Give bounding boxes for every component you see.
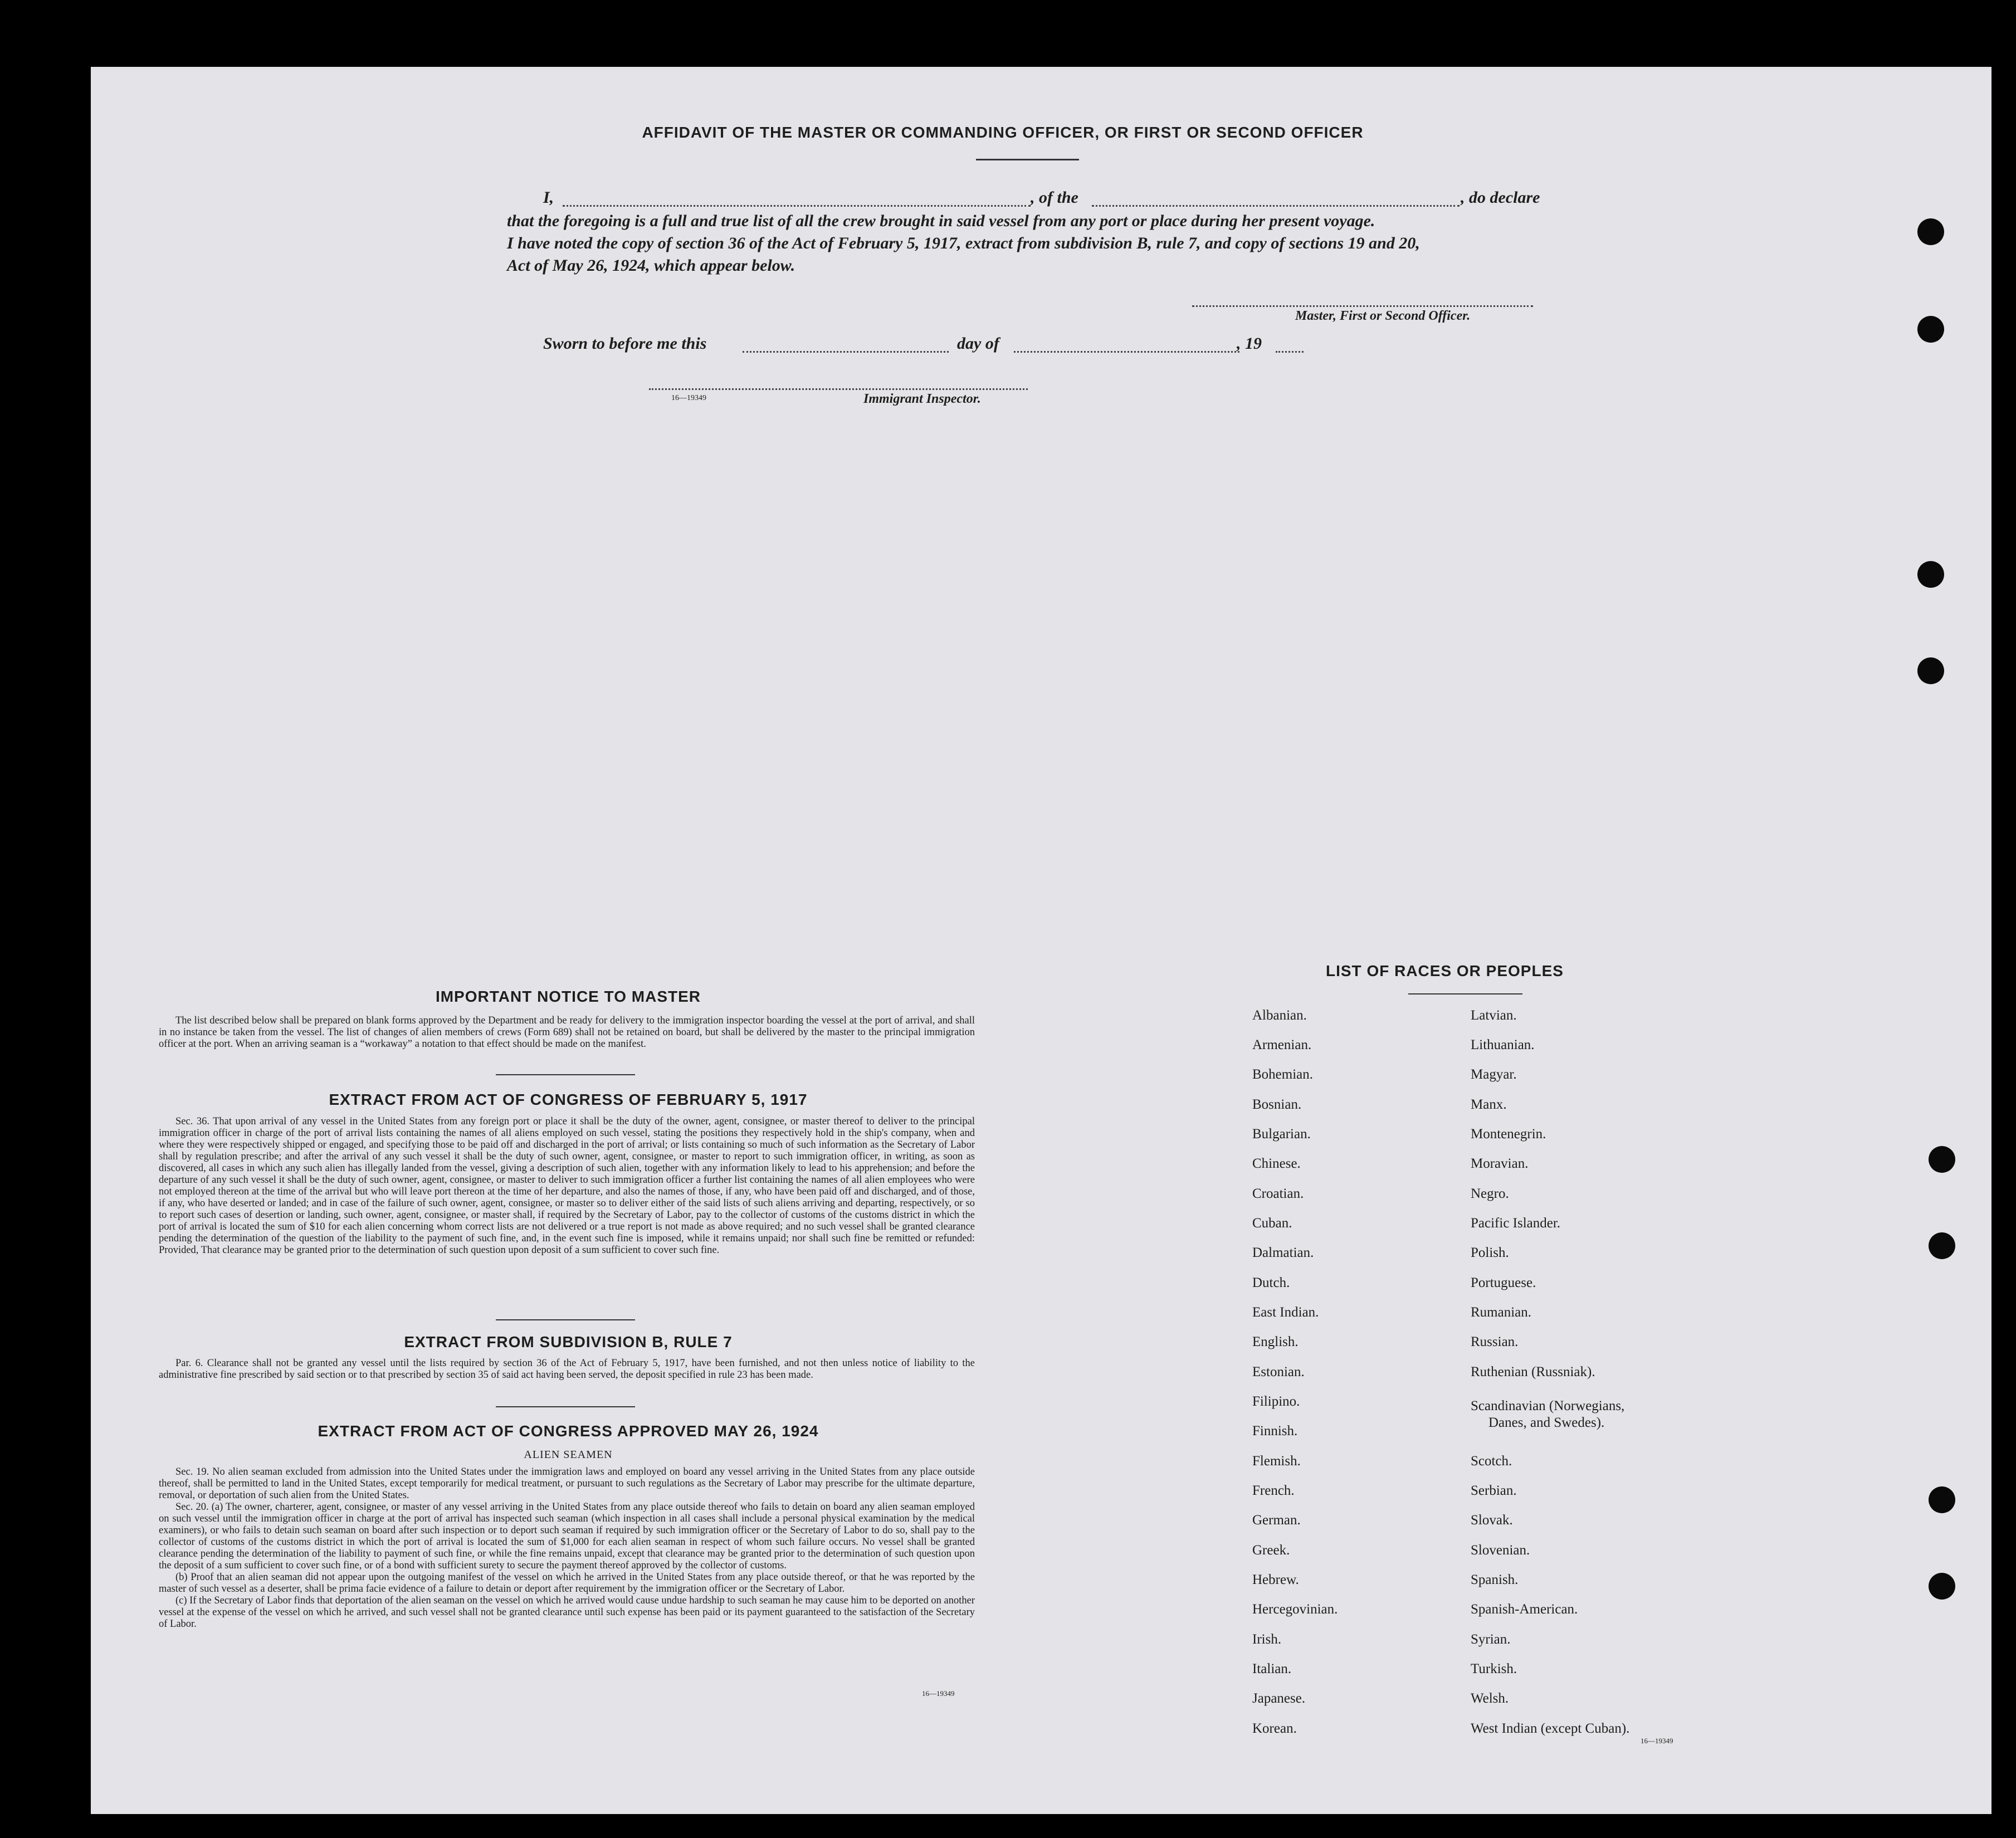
declaration-i: I, <box>543 188 554 207</box>
race-item: Danes, and Swedes). <box>1488 1415 1605 1430</box>
inspector-signature-line <box>649 388 1028 390</box>
sec-20c-paragraph: (c) If the Secretary of Labor finds that deportation of the alien seaman on the vessel on which he arrived would cause undue hardship to such seaman he may cause him to be deported on another vessel at the expense of the vessel on which he arrived, and such vessel shall not be granted clearance until such expense has been paid or its payment guaranteed to the satisfaction of the Secretary of Labor. <box>159 1595 975 1630</box>
sworn-month-blank <box>1014 351 1239 353</box>
signature-label: Master, First or Second Officer. <box>1295 309 1471 323</box>
form-number: 16—19349 <box>671 394 706 402</box>
race-item: Chinese. <box>1252 1156 1301 1171</box>
alien-seamen-subtitle: ALIEN SEAMEN <box>524 1449 613 1461</box>
extract-rule7-title: EXTRACT FROM SUBDIVISION B, RULE 7 <box>404 1333 733 1351</box>
race-item: Bulgarian. <box>1252 1127 1311 1142</box>
divider <box>496 1319 635 1320</box>
race-item: East Indian. <box>1252 1305 1319 1320</box>
extract-rule7-text: Par. 6. Clearance shall not be granted any vessel until the lists required by section 36 of the Act of February 5, 1917, have been furnished, and not then unless notice of liability to the administrative fine prescribed by said section or to that prescribed by section 35 of said act having been served, the deposit specified in rule 23 has been made. <box>159 1358 975 1381</box>
race-item: Bosnian. <box>1252 1097 1302 1112</box>
punch-hole <box>1917 561 1944 588</box>
race-item: Dalmatian. <box>1252 1245 1314 1260</box>
of-the-text: , of the <box>1031 188 1078 207</box>
race-item: English. <box>1252 1334 1299 1349</box>
race-item: Albanian. <box>1252 1008 1307 1023</box>
punch-hole <box>1917 218 1944 245</box>
sworn-day-blank <box>743 351 949 353</box>
race-item: Estonian. <box>1252 1364 1305 1379</box>
race-item: French. <box>1252 1483 1295 1498</box>
race-item: Croatian. <box>1252 1186 1304 1201</box>
name-blank <box>563 205 1031 207</box>
punch-hole <box>1929 1486 1955 1513</box>
race-item: Spanish. <box>1471 1572 1519 1587</box>
race-item: Negro. <box>1471 1186 1509 1201</box>
race-item: Finnish. <box>1252 1423 1298 1439</box>
day-of-text: day of <box>957 334 999 353</box>
title-underline <box>1408 993 1522 994</box>
race-item: Scandinavian (Norwegians, <box>1471 1398 1625 1413</box>
extract-1917-title: EXTRACT FROM ACT OF CONGRESS OF FEBRUARY 5, 1917 <box>329 1091 808 1108</box>
race-item: Magyar. <box>1471 1067 1517 1082</box>
race-item: Lithuanian. <box>1471 1037 1535 1052</box>
race-item: Irish. <box>1252 1632 1282 1647</box>
race-item: Bohemian. <box>1252 1067 1314 1082</box>
race-item: Hebrew. <box>1252 1572 1299 1587</box>
punch-hole <box>1917 657 1944 684</box>
race-item: Rumanian. <box>1471 1305 1532 1320</box>
affidavit-title: AFFIDAVIT OF THE MASTER OR COMMANDING OFFICER, OR FIRST OR SECOND OFFICER <box>642 124 1364 141</box>
race-item: Slovak. <box>1471 1513 1513 1528</box>
race-item: Serbian. <box>1471 1483 1517 1498</box>
do-declare-text: , do declare <box>1461 188 1540 207</box>
extract-1924-text <box>159 1466 975 1630</box>
title-underline <box>976 159 1079 160</box>
race-item: Ruthenian (Russniak). <box>1471 1364 1595 1379</box>
race-item: Cuban. <box>1252 1216 1292 1231</box>
race-item: Russian. <box>1471 1334 1519 1349</box>
year-blank <box>1276 351 1304 353</box>
race-item: Greek. <box>1252 1543 1290 1558</box>
race-item: German. <box>1252 1513 1301 1528</box>
signature-line <box>1192 305 1533 307</box>
race-item: Moravian. <box>1471 1156 1529 1171</box>
divider <box>496 1074 635 1075</box>
punch-hole <box>1929 1146 1955 1173</box>
sec-20b-paragraph: (b) Proof that an alien seaman did not appear upon the outgoing manifest of the vessel on which he arrived in the United States from any place outside thereof, or that he was reported by the master of such vessel as a deserter, shall be prima facie evidence of a failure to detain or deport after requirement by the immigration officer or the Secretary of Labor. <box>159 1572 975 1595</box>
sworn-text: Sworn to before me this <box>543 334 707 353</box>
races-title: LIST OF RACES OR PEOPLES <box>1326 962 1564 979</box>
race-item: Manx. <box>1471 1097 1507 1112</box>
race-item: Flemish. <box>1252 1454 1301 1469</box>
race-item: Spanish-American. <box>1471 1602 1578 1617</box>
extract-1924-title: EXTRACT FROM ACT OF CONGRESS APPROVED MAY 26, 1924 <box>318 1422 819 1440</box>
declaration-line-2: that the foregoing is a full and true list of all the crew brought in said vessel from any port or place during her present voyage. <box>507 212 1375 230</box>
declaration-line-4: Act of May 26, 1924, which appear below. <box>507 256 795 275</box>
form-number: 16—19349 <box>922 1689 955 1698</box>
race-item: Latvian. <box>1471 1008 1517 1023</box>
declaration-line-3: I have noted the copy of section 36 of the Act of February 5, 1917, extract from subdivision B, rule 7, and copy of sections 19 and 20, <box>507 234 1420 252</box>
race-item: Armenian. <box>1252 1037 1312 1052</box>
race-item: Pacific Islander. <box>1471 1216 1561 1231</box>
punch-hole <box>1929 1573 1955 1600</box>
race-item: Syrian. <box>1471 1632 1511 1647</box>
form-number: 16—19349 <box>1641 1737 1673 1745</box>
race-item: Welsh. <box>1471 1691 1509 1706</box>
notice-text: The list described below shall be prepared on blank forms approved by the Department and be ready for delivery to the immigration inspector boarding the vessel at the port of arrival, and shall in no instance be taken from the vessel. The list of changes of alien members of crews (Form 689) shall not be retained on board, but shall be delivered by the master to the principal immigration officer at the port. When an arriving seaman is a “workaway” a notation to that effect should be made on the manifest. <box>159 1015 975 1050</box>
race-item: Italian. <box>1252 1661 1292 1676</box>
extract-1917-text: Sec. 36. That upon arrival of any vessel in the United States from any foreign port or place it shall be the duty of the owner, agent, consignee, or master thereof to deliver to the principal immigration officer in charge of the port of arrival lists containing the names of all aliens employed on such vessel, stating the positions they respectively hold in the ship's company, when and where they were respectively shipped or engaged, and specifying those to be paid off and discharged in the port of arrival; or lists containing so much of such information as the Secretary of Labor shall by regulation prescribe; and after the arrival of any such vessel it shall be the duty of such owner, agent, consignee, or master to report to such immigration officer, in writing, as soon as discovered, all cases in which any such alien has illegally landed from the vessel, giving a description of such alien, together with any information likely to lead to his apprehension; and before the departure of any such vessel it shall be the duty of such owner, agent, consignee, or master to deliver to such immigration officer a further list containing the names of all alien employees who were not employed thereon at the time of the arrival but who will leave port thereon at the time of her departure, and also the names of those, if any, who have been paid off and discharged, and of those, if any, who have deserted or landed; and in case of the failure of such owner, agent, consignee, or master so to deliver either of the said lists of such aliens arriving and departing, respectively, or so to report such cases of desertion or landing, such owner, agent, consignee, or master shall, if required by the Secretary of Labor, pay to the collector of customs of the customs district in which the port of arrival is located the sum of $10 for each alien concerning whom correct lists are not delivered or a true report is not made as above required; and no such vessel shall be granted clearance pending the determination of the question of the liability to the payment of such fine, and, in the event such fine is imposed, while it remains unpaid; nor shall such fine be remitted or refunded: Provided, That clearance may be granted prior to the determination of such question upon deposit of a sum sufficient to cover such fine. <box>159 1116 975 1256</box>
race-item: Dutch. <box>1252 1275 1290 1290</box>
inspector-label: Immigrant Inspector. <box>863 392 981 406</box>
race-item: Japanese. <box>1252 1691 1306 1706</box>
year-text: , 19 <box>1237 334 1262 353</box>
race-item: West Indian (except Cuban). <box>1471 1721 1630 1736</box>
punch-hole <box>1917 316 1944 343</box>
vessel-blank <box>1092 205 1459 207</box>
punch-hole <box>1929 1232 1955 1259</box>
notice-title: IMPORTANT NOTICE TO MASTER <box>435 988 701 1005</box>
sec-19-paragraph: Sec. 19. No alien seaman excluded from admission into the United States under the immigration laws and employed on board any vessel arriving in the United States from any place outside thereof, shall be permitted to land in the United States, except temporarily for medical treatment, or pursuant to such regulations as the Secretary of Labor may prescribe for the ultimate departure, removal, or deportation of such alien from the United States. <box>159 1466 975 1501</box>
race-item: Slovenian. <box>1471 1543 1530 1558</box>
race-item: Turkish. <box>1471 1661 1517 1676</box>
divider <box>496 1406 635 1407</box>
race-item: Montenegrin. <box>1471 1127 1546 1142</box>
race-item: Korean. <box>1252 1721 1297 1736</box>
race-item: Filipino. <box>1252 1394 1300 1409</box>
race-item: Scotch. <box>1471 1454 1512 1469</box>
race-item: Portuguese. <box>1471 1275 1536 1290</box>
sec-20a-paragraph: Sec. 20. (a) The owner, charterer, agent, consignee, or master of any vessel arriving in the United States from any place outside thereof who fails to detain on board any alien seaman employed on such vessel until the immigration officer in charge at the port of arrival has inspected such seaman (which inspection in all cases shall include a personal physical examination by the medical examiners), or who fails to detain such seaman on board after such inspection or to deport such seaman if required by such immigration officer or the Secretary of Labor to do so, shall pay to the collector of customs of the customs district in which the port of arrival is located the sum of $1,000 for each alien seaman in respect of whom such failure occurs. No vessel shall be granted clearance pending the determination of the liability to payment of such fine, or while the fine remains unpaid, except that clearance may be granted prior to the determination of such question upon the deposit of a sum sufficient to cover such fine, or of a bond with sufficient surety to secure the payment thereof approved by the collector of customs. <box>159 1501 975 1571</box>
race-item: Hercegovinian. <box>1252 1602 1338 1617</box>
race-item: Polish. <box>1471 1245 1509 1260</box>
